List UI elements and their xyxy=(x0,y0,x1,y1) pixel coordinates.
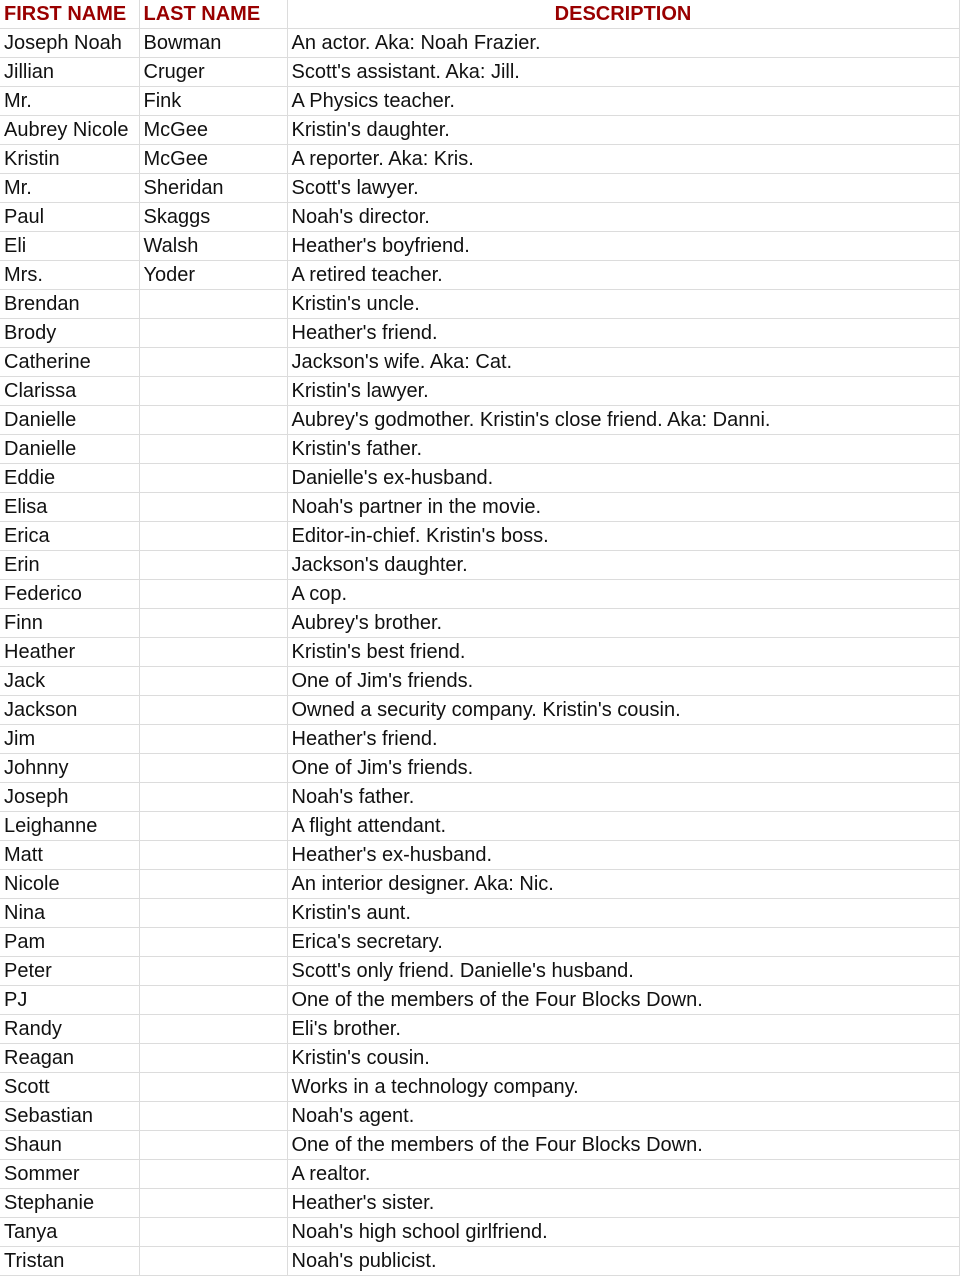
description-cell[interactable]: Noah's agent. xyxy=(287,1102,959,1131)
description-cell[interactable]: A cop. xyxy=(287,580,959,609)
last-name-cell[interactable]: McGee xyxy=(139,116,287,145)
first-name-cell[interactable]: Randy xyxy=(0,1015,139,1044)
first-name-cell[interactable]: Scott xyxy=(0,1073,139,1102)
first-name-cell[interactable]: Jillian xyxy=(0,58,139,87)
table-row xyxy=(0,1015,959,1044)
table-row xyxy=(0,1131,959,1160)
last-name-cell[interactable]: McGee xyxy=(139,145,287,174)
table-row xyxy=(0,1073,959,1102)
table-row xyxy=(0,551,959,580)
table-row xyxy=(0,1044,959,1073)
table-row xyxy=(0,29,959,58)
table-row xyxy=(0,522,959,551)
first-name-cell[interactable]: Nicole xyxy=(0,870,139,899)
last-name-cell[interactable] xyxy=(139,1073,287,1102)
last-name-cell[interactable] xyxy=(139,609,287,638)
description-cell[interactable]: Heather's friend. xyxy=(287,319,959,348)
first-name-cell[interactable]: Johnny xyxy=(0,754,139,783)
first-name-cell[interactable]: Pam xyxy=(0,928,139,957)
first-name-cell[interactable]: Mrs. xyxy=(0,261,139,290)
table-row xyxy=(0,1247,959,1276)
description-cell[interactable]: An interior designer. Aka: Nic. xyxy=(287,870,959,899)
first-name-cell[interactable]: Mr. xyxy=(0,174,139,203)
description-cell[interactable]: Scott's assistant. Aka: Jill. xyxy=(287,58,959,87)
description-cell[interactable]: Noah's director. xyxy=(287,203,959,232)
table-row xyxy=(0,580,959,609)
table-row xyxy=(0,841,959,870)
description-cell[interactable]: Noah's publicist. xyxy=(287,1247,959,1276)
first-name-cell[interactable]: Shaun xyxy=(0,1131,139,1160)
table-row xyxy=(0,928,959,957)
table-row xyxy=(0,638,959,667)
description-cell[interactable]: A realtor. xyxy=(287,1160,959,1189)
table-row xyxy=(0,116,959,145)
last-name-cell[interactable]: Fink xyxy=(139,87,287,116)
table-row xyxy=(0,957,959,986)
description-cell[interactable]: Jackson's daughter. xyxy=(287,551,959,580)
description-cell[interactable]: One of the members of the Four Blocks Down. xyxy=(287,986,959,1015)
table-row xyxy=(0,58,959,87)
table-row xyxy=(0,812,959,841)
last-name-cell[interactable] xyxy=(139,1015,287,1044)
description-cell[interactable]: Eli's brother. xyxy=(287,1015,959,1044)
table-row xyxy=(0,1189,959,1218)
description-cell[interactable]: Erica's secretary. xyxy=(287,928,959,957)
last-name-cell[interactable] xyxy=(139,1247,287,1276)
last-name-cell[interactable] xyxy=(139,667,287,696)
last-name-cell[interactable] xyxy=(139,1102,287,1131)
last-name-cell[interactable] xyxy=(139,754,287,783)
header-row xyxy=(0,0,959,29)
last-name-cell[interactable] xyxy=(139,928,287,957)
table-row xyxy=(0,725,959,754)
description-cell[interactable]: Works in a technology company. xyxy=(287,1073,959,1102)
description-cell[interactable]: Kristin's best friend. xyxy=(287,638,959,667)
first-name-cell[interactable]: Sebastian xyxy=(0,1102,139,1131)
first-name-cell[interactable]: Elisa xyxy=(0,493,139,522)
description-cell[interactable]: One of the members of the Four Blocks Down. xyxy=(287,1131,959,1160)
first-name-cell[interactable]: Paul xyxy=(0,203,139,232)
first-name-cell[interactable]: Leighanne xyxy=(0,812,139,841)
description-cell[interactable]: Aubrey's brother. xyxy=(287,609,959,638)
first-name-cell[interactable]: Sommer xyxy=(0,1160,139,1189)
last-name-cell[interactable] xyxy=(139,812,287,841)
last-name-cell[interactable] xyxy=(139,841,287,870)
description-cell[interactable]: A reporter. Aka: Kris. xyxy=(287,145,959,174)
last-name-cell[interactable] xyxy=(139,522,287,551)
table-row xyxy=(0,1160,959,1189)
table-row xyxy=(0,696,959,725)
table-row xyxy=(0,203,959,232)
first-name-cell[interactable]: Jim xyxy=(0,725,139,754)
first-name-cell[interactable]: Stephanie xyxy=(0,1189,139,1218)
description-cell[interactable]: Kristin's cousin. xyxy=(287,1044,959,1073)
description-cell[interactable]: Scott's only friend. Danielle's husband. xyxy=(287,957,959,986)
description-cell[interactable]: Jackson's wife. Aka: Cat. xyxy=(287,348,959,377)
last-name-cell[interactable] xyxy=(139,1218,287,1247)
last-name-cell[interactable]: Walsh xyxy=(139,232,287,261)
description-cell[interactable]: Danielle's ex-husband. xyxy=(287,464,959,493)
first-name-cell[interactable]: Eli xyxy=(0,232,139,261)
last-name-cell[interactable] xyxy=(139,319,287,348)
description-cell[interactable]: Kristin's aunt. xyxy=(287,899,959,928)
table-row xyxy=(0,145,959,174)
first-name-cell[interactable]: Erin xyxy=(0,551,139,580)
table-row xyxy=(0,1102,959,1131)
first-name-cell[interactable]: Eddie xyxy=(0,464,139,493)
first-name-cell[interactable]: Tristan xyxy=(0,1247,139,1276)
first-name-cell[interactable]: Reagan xyxy=(0,1044,139,1073)
description-cell[interactable]: Heather's boyfriend. xyxy=(287,232,959,261)
first-name-cell[interactable]: Tanya xyxy=(0,1218,139,1247)
last-name-cell[interactable] xyxy=(139,290,287,319)
last-name-cell[interactable] xyxy=(139,348,287,377)
last-name-cell[interactable] xyxy=(139,493,287,522)
last-name-cell[interactable] xyxy=(139,957,287,986)
table-row xyxy=(0,261,959,290)
last-name-cell[interactable]: Skaggs xyxy=(139,203,287,232)
header-first-name: FIRST NAME xyxy=(0,0,139,29)
last-name-cell[interactable]: Yoder xyxy=(139,261,287,290)
description-cell[interactable]: Owned a security company. Kristin's cousin. xyxy=(287,696,959,725)
description-cell[interactable]: Noah's partner in the movie. xyxy=(287,493,959,522)
first-name-cell[interactable]: Danielle xyxy=(0,435,139,464)
last-name-cell[interactable] xyxy=(139,435,287,464)
last-name-cell[interactable] xyxy=(139,580,287,609)
last-name-cell[interactable] xyxy=(139,725,287,754)
last-name-cell[interactable] xyxy=(139,1131,287,1160)
first-name-cell[interactable]: Finn xyxy=(0,609,139,638)
last-name-cell[interactable] xyxy=(139,1189,287,1218)
last-name-cell[interactable] xyxy=(139,638,287,667)
first-name-cell[interactable]: Catherine xyxy=(0,348,139,377)
table-row xyxy=(0,406,959,435)
description-cell[interactable]: One of Jim's friends. xyxy=(287,667,959,696)
last-name-cell[interactable] xyxy=(139,551,287,580)
first-name-cell[interactable]: Federico xyxy=(0,580,139,609)
table-row xyxy=(0,232,959,261)
last-name-cell[interactable] xyxy=(139,899,287,928)
last-name-cell[interactable] xyxy=(139,870,287,899)
first-name-cell[interactable]: Nina xyxy=(0,899,139,928)
description-cell[interactable]: An actor. Aka: Noah Frazier. xyxy=(287,29,959,58)
description-cell[interactable]: Noah's high school girlfriend. xyxy=(287,1218,959,1247)
table-row xyxy=(0,667,959,696)
table-row xyxy=(0,290,959,319)
first-name-cell[interactable]: Erica xyxy=(0,522,139,551)
description-cell[interactable]: Noah's father. xyxy=(287,783,959,812)
table-row xyxy=(0,986,959,1015)
table-row xyxy=(0,319,959,348)
first-name-cell[interactable]: Heather xyxy=(0,638,139,667)
description-cell[interactable]: Heather's friend. xyxy=(287,725,959,754)
last-name-cell[interactable]: Sheridan xyxy=(139,174,287,203)
description-cell[interactable]: A flight attendant. xyxy=(287,812,959,841)
first-name-cell[interactable]: Joseph Noah xyxy=(0,29,139,58)
table-row xyxy=(0,87,959,116)
last-name-cell[interactable] xyxy=(139,377,287,406)
last-name-cell[interactable] xyxy=(139,1160,287,1189)
description-cell[interactable]: Heather's ex-husband. xyxy=(287,841,959,870)
table-row xyxy=(0,493,959,522)
first-name-cell[interactable]: Jackson xyxy=(0,696,139,725)
description-cell[interactable]: Aubrey's godmother. Kristin's close friend. Aka: Danni. xyxy=(287,406,959,435)
description-cell[interactable]: One of Jim's friends. xyxy=(287,754,959,783)
first-name-cell[interactable]: Mr. xyxy=(0,87,139,116)
description-cell[interactable]: A retired teacher. xyxy=(287,261,959,290)
table-row xyxy=(0,783,959,812)
last-name-cell[interactable] xyxy=(139,986,287,1015)
first-name-cell[interactable]: Jack xyxy=(0,667,139,696)
header-description: DESCRIPTION xyxy=(287,0,959,29)
description-cell[interactable]: Editor-in-chief. Kristin's boss. xyxy=(287,522,959,551)
table-row xyxy=(0,377,959,406)
first-name-cell[interactable]: Joseph xyxy=(0,783,139,812)
description-cell[interactable]: Heather's sister. xyxy=(287,1189,959,1218)
last-name-cell[interactable]: Cruger xyxy=(139,58,287,87)
description-cell[interactable]: Kristin's daughter. xyxy=(287,116,959,145)
first-name-cell[interactable]: Brody xyxy=(0,319,139,348)
table-row xyxy=(0,174,959,203)
first-name-cell[interactable]: Brendan xyxy=(0,290,139,319)
table-row xyxy=(0,348,959,377)
table-row xyxy=(0,1218,959,1247)
last-name-cell[interactable] xyxy=(139,696,287,725)
table-row xyxy=(0,609,959,638)
description-cell[interactable]: Kristin's uncle. xyxy=(287,290,959,319)
last-name-cell[interactable] xyxy=(139,464,287,493)
first-name-cell[interactable]: Peter xyxy=(0,957,139,986)
first-name-cell[interactable]: Clarissa xyxy=(0,377,139,406)
description-cell[interactable]: Kristin's father. xyxy=(287,435,959,464)
header-last-name: LAST NAME xyxy=(139,0,287,29)
description-cell[interactable]: Kristin's lawyer. xyxy=(287,377,959,406)
description-cell[interactable]: A Physics teacher. xyxy=(287,87,959,116)
first-name-cell[interactable]: Aubrey Nicole xyxy=(0,116,139,145)
table-row xyxy=(0,754,959,783)
first-name-cell[interactable]: Danielle xyxy=(0,406,139,435)
table-row xyxy=(0,435,959,464)
description-cell[interactable]: Scott's lawyer. xyxy=(287,174,959,203)
last-name-cell[interactable] xyxy=(139,1044,287,1073)
table-row xyxy=(0,899,959,928)
first-name-cell[interactable]: Kristin xyxy=(0,145,139,174)
table-row xyxy=(0,870,959,899)
first-name-cell[interactable]: PJ xyxy=(0,986,139,1015)
first-name-cell[interactable]: Matt xyxy=(0,841,139,870)
last-name-cell[interactable] xyxy=(139,783,287,812)
table-row xyxy=(0,464,959,493)
last-name-cell[interactable] xyxy=(139,406,287,435)
last-name-cell[interactable]: Bowman xyxy=(139,29,287,58)
table-body xyxy=(0,29,959,1276)
